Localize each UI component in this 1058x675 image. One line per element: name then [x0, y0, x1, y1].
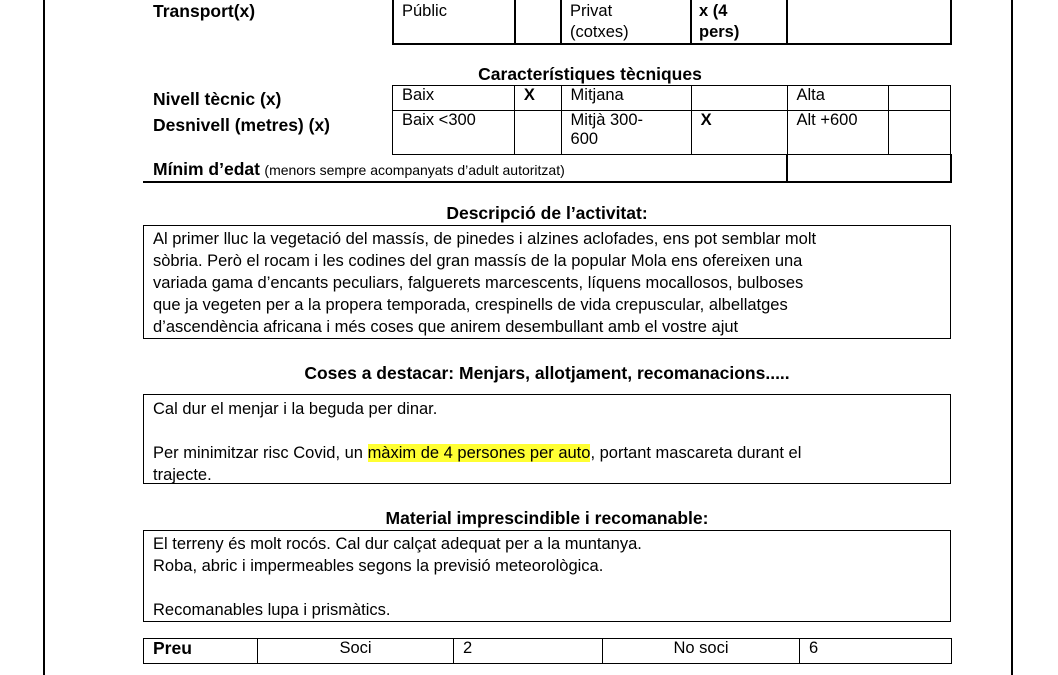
description-title: Descripció de l’activitat: [446, 203, 648, 223]
transport-grid-line [392, 0, 394, 45]
highlights-covid-line [153, 442, 950, 464]
drop-low: Baix <300 [393, 111, 515, 155]
material-line3: Recomanables lupa i prismàtics. [153, 601, 391, 619]
highlights-box [143, 394, 951, 484]
level-high-mark [888, 86, 950, 111]
material-line1: El terreny és molt rocós. Cal dur calçat adequat per a la muntanya. [153, 535, 642, 553]
drop-row [393, 111, 951, 155]
min-age-label: Mínim d’edat [153, 159, 260, 179]
drop-low-mark [514, 111, 561, 155]
drop-mid-line1: Mitjà 300- [570, 111, 643, 129]
transport-private-line2: (cotxes) [570, 23, 629, 41]
drop-label: Desnivell (metres) (x) [153, 115, 331, 135]
page-border-left [43, 0, 45, 675]
price-member-value: 2 [454, 639, 603, 664]
transport-grid-line [514, 0, 516, 45]
price-label: Preu [144, 639, 258, 664]
covid-text-after: , portant mascareta durant el [590, 444, 802, 462]
price-member-label: Soci [258, 639, 454, 664]
level-low: Baix [393, 86, 515, 111]
transport-grid-line [690, 0, 692, 45]
min-age-note: (menors sempre acompanyats d’adult autoritzat) [264, 162, 565, 178]
technical-table [392, 85, 951, 155]
technical-title: Característiques tècniques [478, 64, 702, 84]
description-line: que ja vegeten per a la propera temporada, crespinells de vida crepuscular, albellatges [153, 296, 788, 314]
material-title: Material imprescindible i recomanable: [385, 508, 709, 528]
transport-grid-line [560, 0, 562, 45]
drop-mid [561, 111, 691, 155]
material-box [143, 530, 951, 622]
description-line: Al primer lluc la vegetació del massís, de pinedes i alzines aclofades, ens pot semblar molt [153, 230, 817, 248]
price-nonmember-label: No soci [603, 639, 800, 664]
description-line: d’ascendència africana i més coses que anirem desembullant amb el vostre ajut [153, 318, 739, 336]
transport-label: Transport(x) [153, 1, 256, 21]
transport-private-line1: Privat [570, 2, 613, 20]
transport-grid-line [950, 0, 952, 45]
transport-public: Públic [402, 2, 447, 20]
transport-private-mark-line1: x (4 [699, 2, 728, 20]
highlights-covid-line2: trajecte. [153, 466, 212, 484]
covid-text-before: Per minimitzar risc Covid, un [153, 444, 368, 462]
level-high: Alta [787, 86, 888, 111]
min-age-grid-line [786, 154, 788, 182]
transport-grid-line [392, 43, 952, 45]
level-low-mark: X [514, 86, 561, 111]
min-age-grid-line [950, 154, 952, 182]
covid-highlight: màxim de 4 persones per auto [367, 444, 591, 462]
transport-grid-line [786, 0, 788, 45]
highlights-spacer [153, 420, 950, 442]
description-box [143, 225, 951, 339]
description-line: sòbria. Però el rocam i les codines del gran massís de la popular Mola ens ofereixen una [153, 252, 803, 270]
level-row [393, 86, 951, 111]
highlights-title: Coses a destacar: Menjars, allotjament, recomanacions..... [304, 363, 790, 383]
page-border-right [1011, 0, 1013, 675]
price-row [144, 639, 952, 664]
material-spacer [153, 577, 950, 599]
price-table [143, 638, 952, 664]
level-mid-mark [691, 86, 787, 111]
material-line2: Roba, abric i impermeables segons la previsió meteorològica. [153, 557, 604, 575]
highlights-line1: Cal dur el menjar i la beguda per dinar. [153, 400, 438, 418]
drop-mid-mark: X [691, 111, 787, 155]
min-age [153, 159, 565, 180]
description-line: variada gama d’encants peculiars, falguerets marcescents, líquens mocallosos, bulboses [153, 274, 804, 292]
drop-mid-line2: 600 [570, 130, 599, 148]
level-label: Nivell tècnic (x) [153, 89, 282, 109]
drop-high: Alt +600 [787, 111, 888, 155]
transport-private-mark-line2: pers) [699, 23, 740, 41]
drop-high-mark [888, 111, 950, 155]
min-age-underline [143, 181, 952, 183]
level-mid: Mitjana [561, 86, 691, 111]
price-nonmember-value: 6 [800, 639, 952, 664]
